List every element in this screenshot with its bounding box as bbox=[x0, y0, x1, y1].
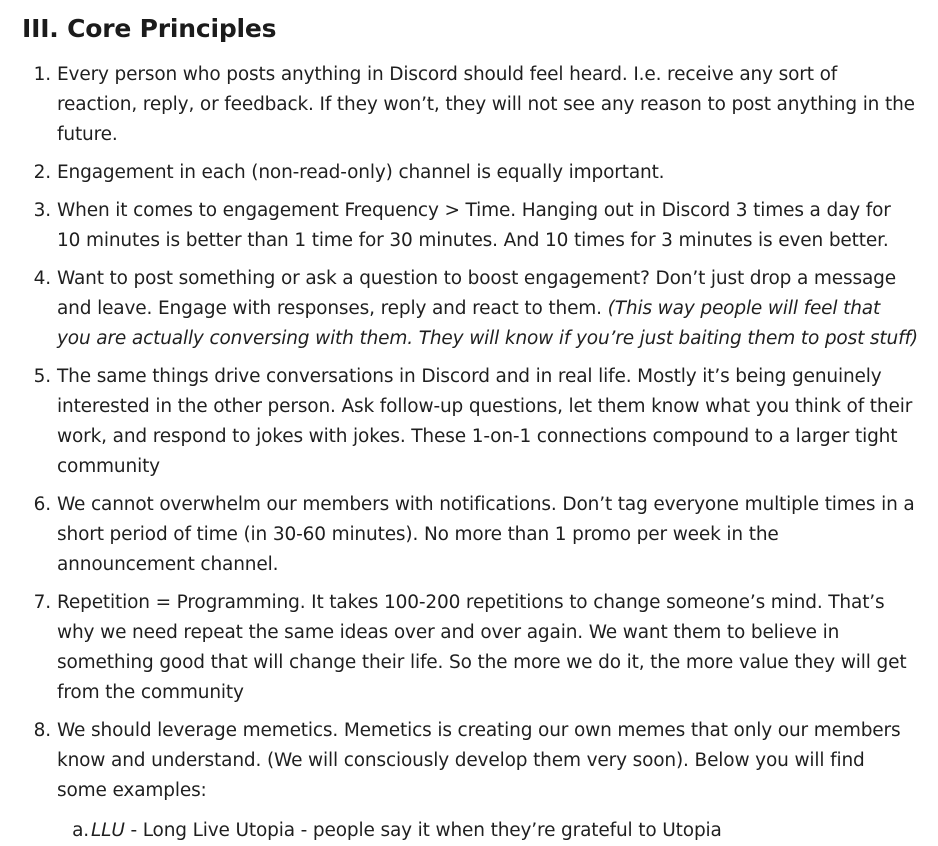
sublist-item-a bbox=[57, 816, 918, 846]
list-number: 4. bbox=[33, 268, 51, 289]
list-item-text: The same things drive conversations in Discord and in real life. Mostly it’s being genuinely interested in the other person. Ask follow-up questions, let them know what you think of their work, and respond to jokes with jokes. These 1-on-1 connections compound to a larger tight community bbox=[57, 366, 913, 477]
list-number: 8. bbox=[33, 720, 51, 741]
list-number: 5. bbox=[33, 366, 51, 387]
list-item-text: Engagement in each (non-read-only) channel is equally important. bbox=[57, 162, 665, 183]
list-item-text: Repetition = Programming. It takes 100-200 repetitions to change someone’s mind. That’s why we need repeat the same ideas over and over again. We want them to believe in something good that will change their life. So the more we do it, the more value they will get from the community bbox=[57, 592, 907, 703]
list-item-text: Every person who posts anything in Discord should feel heard. I.e. receive any sort of reaction, reply, or feedback. If they won’t, they will not see any reason to post anything in the future. bbox=[57, 64, 915, 145]
list-item-text: We should leverage memetics. Memetics is creating our own memes that only our members know and understand. (We will consciously develop them very soon). Below you will find some examples: bbox=[57, 720, 901, 801]
list-item-3 bbox=[22, 196, 918, 256]
memetics-sublist bbox=[57, 816, 918, 846]
list-item-5 bbox=[22, 362, 918, 482]
principles-list bbox=[22, 60, 918, 846]
meme-term: LLU bbox=[91, 820, 125, 841]
list-number: 7. bbox=[33, 592, 51, 613]
list-item-text: We cannot overwhelm our members with notifications. Don’t tag everyone multiple times in a short period of time (in 30-60 minutes). No more than 1 promo per week in the announcement channel. bbox=[57, 494, 915, 575]
list-number: 3. bbox=[33, 200, 51, 221]
sublist-letter: a. bbox=[72, 820, 89, 841]
list-item-italic-text: (This way people will feel that you are actually conversing with them. They will know if you’re just baiting them to post stuff) bbox=[57, 298, 918, 349]
list-item-text: When it comes to engagement Frequency > Time. Hanging out in Discord 3 times a day for 10 minutes is better than 1 time for 30 minutes. And 10 times for 3 minutes is even better. bbox=[57, 200, 891, 251]
list-item-2 bbox=[22, 158, 918, 188]
list-item-1 bbox=[22, 60, 918, 150]
list-item-7 bbox=[22, 588, 918, 708]
section-heading: III. Core Principles bbox=[22, 14, 277, 43]
list-number: 1. bbox=[33, 64, 51, 85]
sublist-item-text: - Long Live Utopia - people say it when they’re grateful to Utopia bbox=[124, 820, 722, 841]
list-number: 2. bbox=[33, 162, 51, 183]
list-item-6 bbox=[22, 490, 918, 580]
list-item-4 bbox=[22, 264, 918, 354]
list-number: 6. bbox=[33, 494, 51, 515]
list-item-text: Want to post something or ask a question to boost engagement? Don’t just drop a message and leave. Engage with responses, reply and react to them. bbox=[57, 268, 896, 319]
